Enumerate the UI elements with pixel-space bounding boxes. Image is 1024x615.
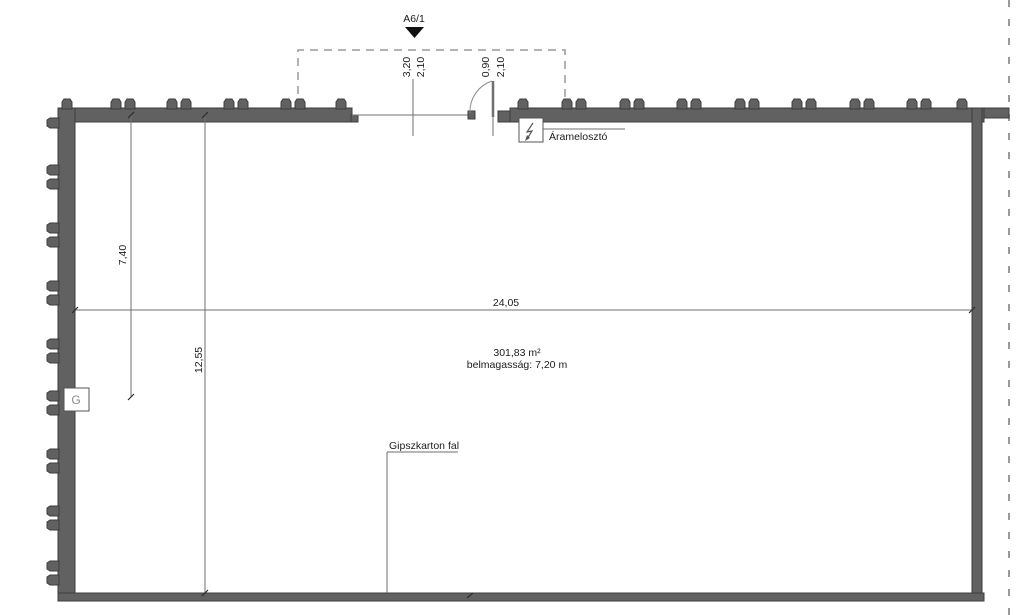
plasterboard-wall-label: Gipszkarton fal [389,440,460,452]
electrical-distributor-box [519,118,543,142]
wall-tab [47,506,59,516]
dimension-label: 12,55 [193,346,205,374]
wall-tab [336,99,346,109]
wall-tab [518,99,528,109]
wall-tab [47,405,59,415]
dimension-24-05 [72,297,975,313]
wall-tab [224,99,234,109]
wall-tab [47,281,59,291]
wall-tab [47,237,59,247]
wall-tab [47,165,59,175]
wall-tab [47,223,59,233]
wall-tab [47,449,59,459]
wall-tab [47,179,59,189]
door-opening [352,79,493,136]
right-wall [972,108,982,601]
wall-tab [691,99,701,109]
wall-tab [562,99,572,109]
gas-connection [64,388,89,411]
wall-tab [735,99,745,109]
door-height-label: 2,10 [495,56,507,78]
wall-tab [47,520,59,530]
wall-tab [792,99,802,109]
opening-width-label: 3,20 [401,56,413,78]
section-marker-label: A6/1 [403,13,425,25]
wall-tab [47,339,59,349]
wall-tab [921,99,931,109]
top-wall-right-segment [510,108,984,122]
dimension-label: 24,05 [492,297,520,309]
dimension-12-55 [193,112,208,596]
room-annotation [467,347,568,371]
ceiling-height-label: belmagasság: 7,20 m [466,359,568,371]
top-wall-extension [984,108,1009,118]
wall-tab [634,99,644,109]
door-width-label: 0,90 [480,56,492,78]
left-wall [58,108,75,601]
electrical-distributor-label: Áramelosztó [549,131,608,143]
gas-symbol-icon: G [71,393,81,407]
wall-tab [47,118,59,128]
plasterboard-wall-callout [387,440,459,593]
wall-tab [47,463,59,473]
dimension-7-40 [117,112,134,400]
wall-tab [620,99,630,109]
wall-tab [47,575,59,585]
wall-tab [167,99,177,109]
section-marker-triangle-icon [405,27,424,38]
door-left-jamb [468,111,475,119]
section-marker [403,13,425,38]
bottom-wall [58,593,984,601]
opening-height-label: 2,10 [415,56,427,78]
wall-tab [864,99,874,109]
room-area-label: 301,83 m² [493,347,541,359]
wall-tab [238,99,248,109]
wall-tab [47,353,59,363]
wall-tab [281,99,291,109]
wall-tab [111,99,121,109]
top-wall-left-end-cap [351,115,358,122]
wall-tab [749,99,759,109]
wall-tab [806,99,816,109]
wall-tab [576,99,586,109]
wall-tab [47,295,59,305]
wall-tab [181,99,191,109]
wall-tab [850,99,860,109]
left-wall-pilaster-tabs [47,118,59,585]
wall-tab [677,99,687,109]
door-swing-arc [470,81,492,113]
wall-tab [62,99,72,109]
wall-tab [125,99,135,109]
wall-tab [47,561,59,571]
wall-tab [957,99,967,109]
door-right-jamb [498,111,510,122]
wall-tab [907,99,917,109]
wall-tab [295,99,305,109]
opening-dimension-labels [401,57,507,78]
dimension-label: 7,40 [117,244,129,266]
wall-tab [47,391,59,401]
